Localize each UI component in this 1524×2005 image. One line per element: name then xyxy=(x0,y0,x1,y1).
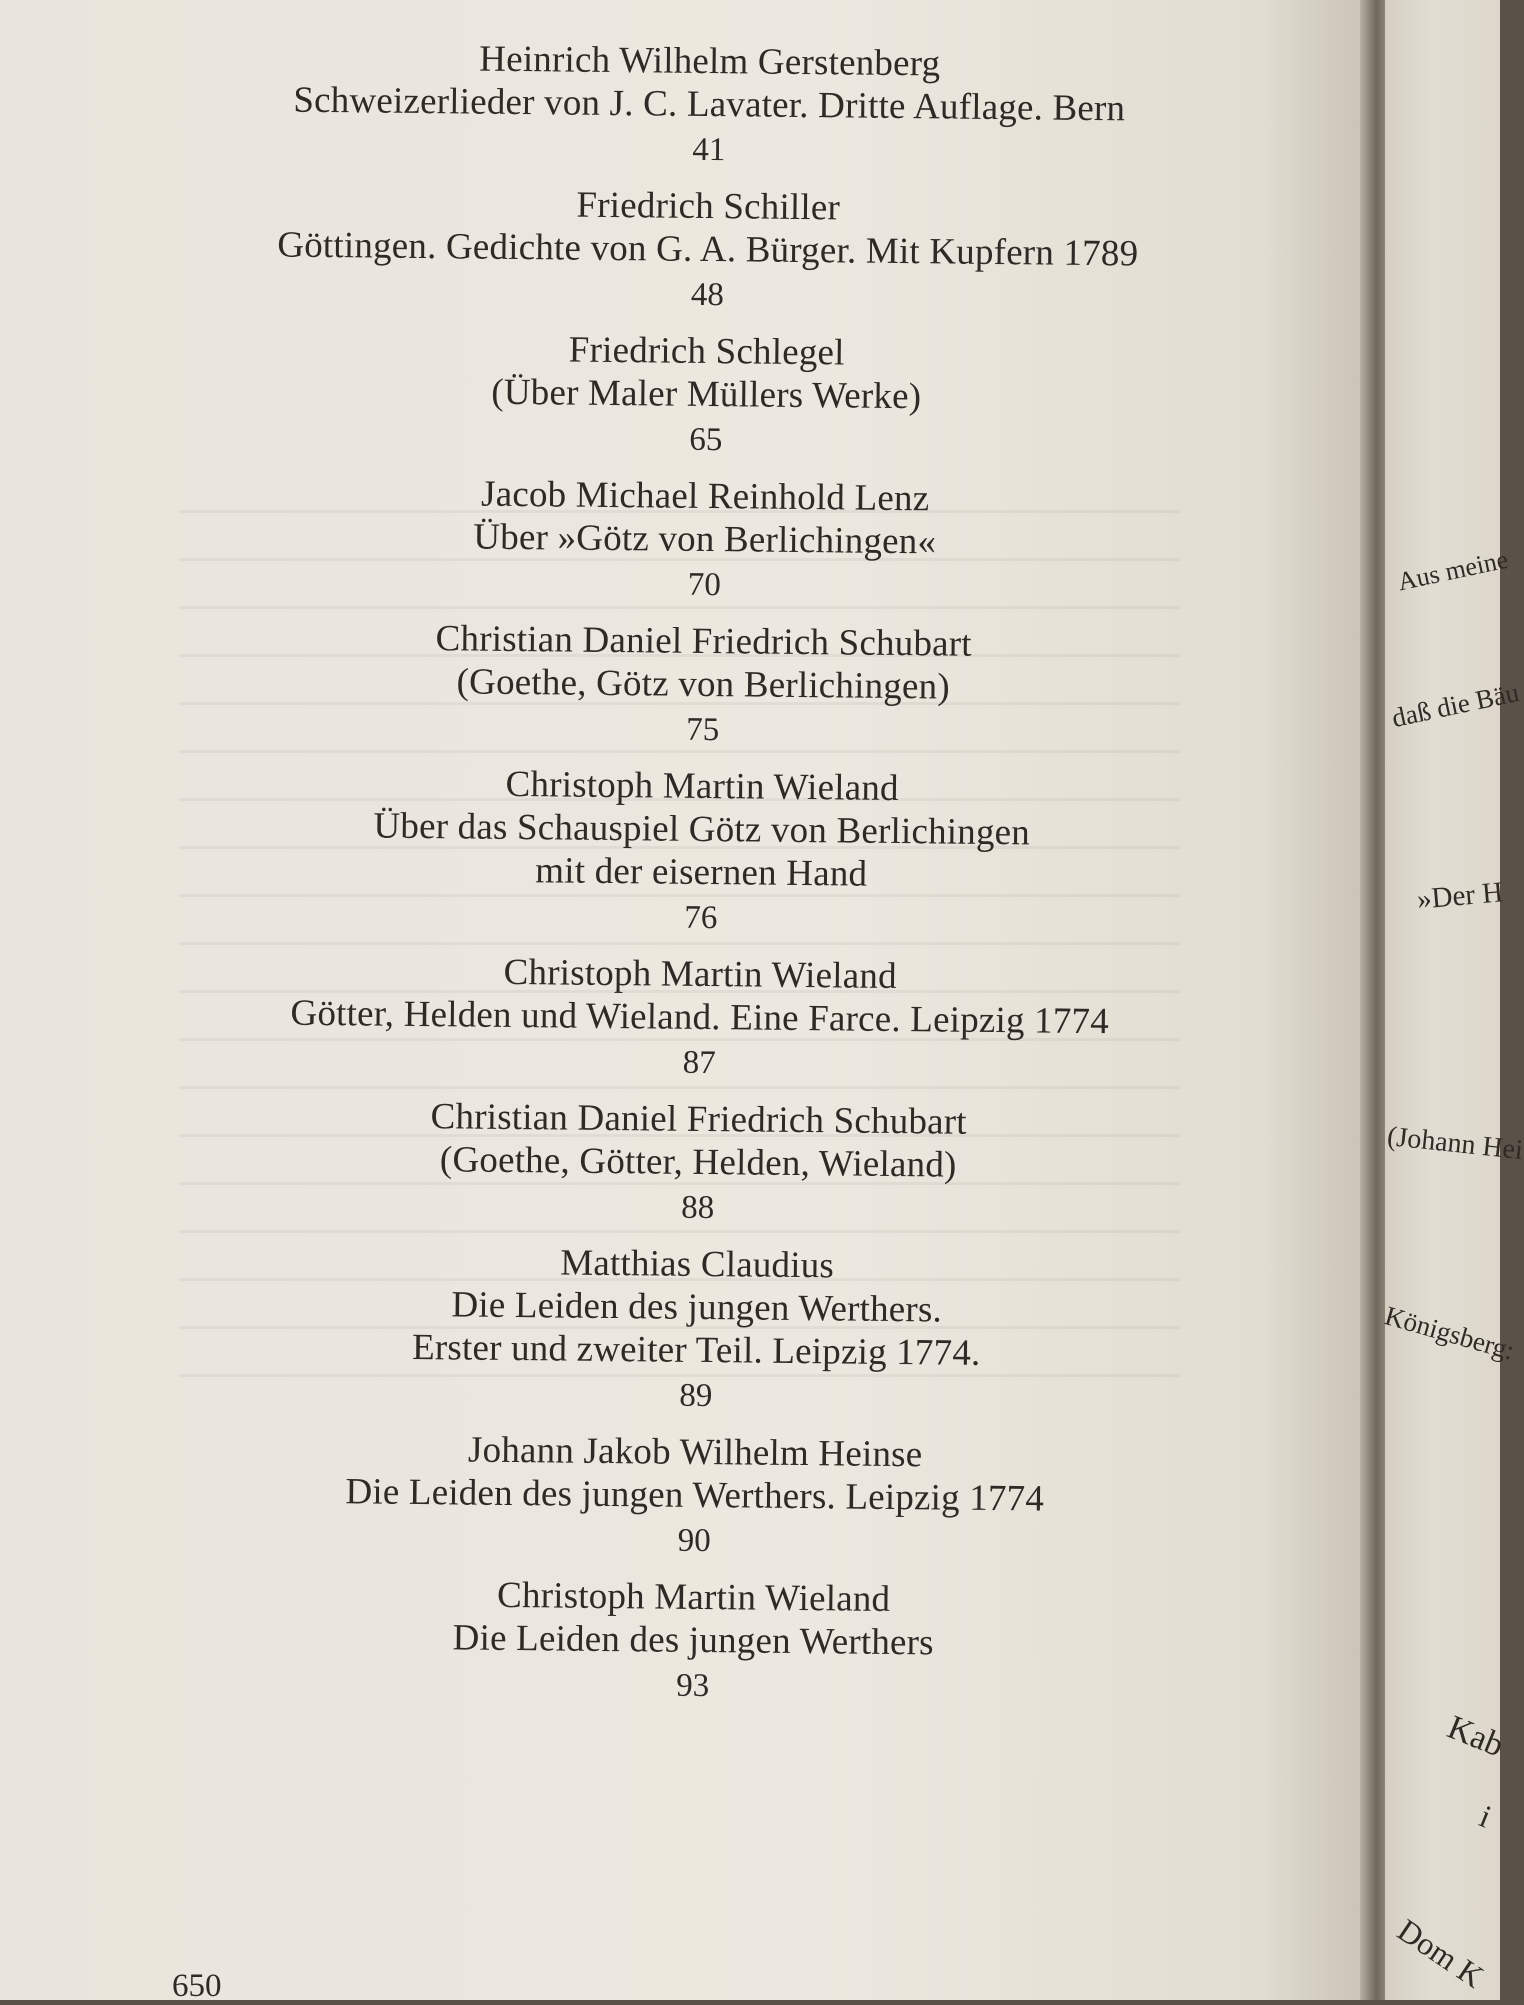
entry-page-number: 90 xyxy=(677,1522,711,1560)
entry-author: Jacob Michael Reinhold Lenz xyxy=(480,473,930,520)
toc-entry xyxy=(149,947,1250,1091)
facing-page-fragment: »Der H xyxy=(1415,876,1505,916)
entry-page-number: 76 xyxy=(684,899,718,937)
entry-author: Matthias Claudius xyxy=(560,1242,835,1287)
entry-page-number: 48 xyxy=(690,276,725,314)
facing-page-fragment: Dom K xyxy=(1391,1911,1491,1995)
facing-page-fragment: i xyxy=(1474,1797,1497,1835)
page-number: 650 xyxy=(172,1968,222,2004)
entry-page-number: 70 xyxy=(687,566,721,604)
toc-entry xyxy=(153,614,1254,758)
toc-entry xyxy=(156,324,1257,468)
toc-entry xyxy=(143,1570,1244,1714)
entry-title-line: Erster und zweiter Teil. Leipzig 1774. xyxy=(411,1326,981,1374)
entry-author: Johann Jakob Wilhelm Heinse xyxy=(467,1429,923,1476)
entry-title-line: Göttingen. Gedichte von G. A. Bürger. Mit Kupfern 1789 xyxy=(277,224,1139,275)
entry-author: Heinrich Wilhelm Gerstenberg xyxy=(479,38,941,85)
entry-title-line: Über das Schauspiel Götz von Berlichingen xyxy=(373,805,1031,854)
entry-title-line: mit der eisernen Hand xyxy=(535,850,868,895)
facing-page-fragment: Aus meine xyxy=(1395,544,1511,597)
facing-page-fragment: Kab xyxy=(1442,1708,1509,1765)
table-of-contents xyxy=(142,34,1260,1726)
toc-entry xyxy=(144,1425,1245,1569)
toc-entry xyxy=(159,34,1260,178)
facing-page-fragment: Königsberg: xyxy=(1381,1300,1518,1366)
toc-entry xyxy=(146,1237,1248,1424)
entry-author: Christian Daniel Friedrich Schubart xyxy=(430,1096,967,1143)
toc-entry xyxy=(154,469,1255,613)
entry-title-line: Die Leiden des jungen Werthers. xyxy=(451,1284,943,1331)
entry-title-line: (Goethe, Götz von Berlichingen) xyxy=(456,661,951,708)
facing-page-fragment: daß die Bäu xyxy=(1389,676,1522,734)
toc-entry xyxy=(148,1092,1249,1236)
toc-entry xyxy=(151,759,1253,946)
entry-page-number: 41 xyxy=(692,131,726,169)
facing-page xyxy=(1381,0,1524,2000)
entry-page-number: 75 xyxy=(686,711,720,749)
entry-page-number: 88 xyxy=(681,1189,715,1227)
entry-page-number: 87 xyxy=(682,1044,716,1082)
entry-page-number: 65 xyxy=(689,421,723,459)
entry-author: Friedrich Schlegel xyxy=(568,329,845,374)
entry-author: Christoph Martin Wieland xyxy=(496,1574,891,1620)
entry-title-line: Über »Götz von Berlichingen« xyxy=(473,516,937,563)
entry-title-line: Die Leiden des jungen Werthers xyxy=(452,1617,935,1664)
entry-page-number: 89 xyxy=(679,1377,713,1415)
entry-author: Christoph Martin Wieland xyxy=(503,951,897,998)
entry-title-line: Die Leiden des jungen Werthers. Leipzig 1774 xyxy=(345,1471,1045,1520)
entry-page-number: 93 xyxy=(676,1667,710,1705)
entry-author: Christian Daniel Friedrich Schubart xyxy=(435,618,972,665)
entry-title-line: Götter, Helden und Wieland. Eine Farce. Leipzig 1774 xyxy=(290,992,1110,1043)
toc-entry xyxy=(157,179,1258,323)
entry-title-line: (Goethe, Götter, Helden, Wieland) xyxy=(439,1139,957,1186)
facing-page-fragment: (Johann Hei xyxy=(1385,1120,1524,1167)
entry-title-line: (Über Maler Müllers Werke) xyxy=(491,371,922,418)
entry-title-line: Schweizerlieder von J. C. Lavater. Dritte Auflage. Bern xyxy=(293,79,1126,130)
entry-author: Christoph Martin Wieland xyxy=(505,763,899,810)
entry-author: Friedrich Schiller xyxy=(576,184,841,229)
